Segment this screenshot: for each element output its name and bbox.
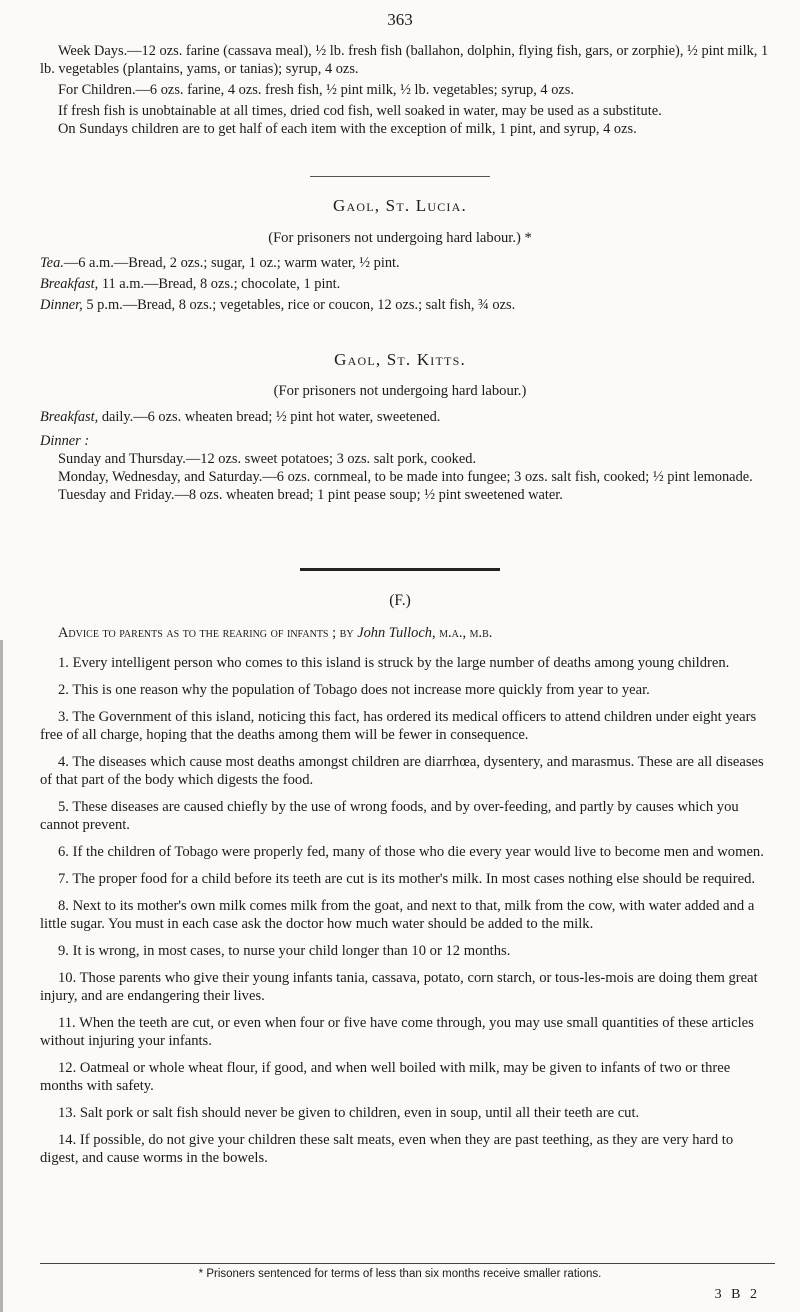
advice-item: 5. These diseases are caused chiefly by the use of wrong foods, and by over-feeding, and partly by causes which you cannot prevent. (40, 799, 739, 833)
advice-item: 14. If possible, do not give your children these salt meats, even when they are past teething, as they are very hard to digest, and cause worms in the bowels. (40, 1132, 734, 1166)
kitts-mon-wed-sat: Monday, Wednesday, and Saturday.—6 ozs. cornmeal, to be made into fungee; 3 ozs. salt fish, cooked; ½ pint lemonade. (58, 469, 753, 485)
advice-item: 10. Those parents who give their young infants tania, cassava, potato, corn starch, or tous-les-mois are doing them great injury, and are endangering their lives. (40, 970, 758, 1004)
advice-item: 13. Salt pork or salt fish should never be given to children, even in soup, until all their teeth are cut. (58, 1105, 640, 1121)
appendix-heading-line (40, 624, 775, 642)
st-lucia-dinner (40, 296, 775, 314)
diet-sundays: On Sundays children are to get half of each item with the exception of milk, 1 pint, and syrup, 4 ozs. (58, 121, 637, 137)
st-kitts-block (40, 408, 775, 504)
tea-text: —6 a.m.—Bread, 2 ozs.; sugar, 1 oz.; warm water, ½ pint. (63, 255, 400, 271)
tea-label: Tea. (40, 255, 64, 271)
diet-week-days: Week Days.—12 ozs. farine (cassava meal), ½ lb. fresh fish (ballahon, dolphin, flying fish, gars, or zorphie), ½ pint milk, 1 lb. vegetables (plantains, yams, or tanias); syrup, 4 ozs. (40, 43, 769, 77)
footnote-rule (40, 1263, 775, 1264)
diet-block (40, 42, 775, 138)
st-lucia-subtitle: (For prisoners not undergoing hard labour.) * (268, 230, 532, 246)
st-lucia-tea (40, 254, 775, 272)
dinner-text: 5 p.m.—Bread, 8 ozs.; vegetables, rice or coucon, 12 ozs.; salt fish, ¾ ozs. (82, 297, 516, 313)
kitts-dinner-label: Dinner : (40, 433, 90, 449)
advice-item: 3. The Government of this island, noticing this fact, has ordered its medical officers to attend children under eight years free of all charge, hoping that the deaths among them will be fewer in consequence. (40, 709, 757, 743)
appendix-heading-pre: Advice to parents as to the rearing of infants ; by (58, 625, 358, 641)
advice-item: 2. This is one reason why the population of Tobago does not increase more quickly from year to year. (58, 682, 650, 698)
kitts-sun-thu: Sunday and Thursday.—12 ozs. sweet potatoes; 3 ozs. salt pork, cooked. (58, 451, 477, 467)
st-kitts-title: Gaol, St. Kitts. (334, 350, 466, 369)
advice-item: 9. It is wrong, in most cases, to nurse your child longer than 10 or 12 months. (58, 943, 511, 959)
diet-substitute: If fresh fish is unobtainable at all times, dried cod fish, well soaked in water, may be used as a substitute. (58, 103, 662, 119)
diet-children: For Children.—6 ozs. farine, 4 ozs. fresh fish, ½ pint milk, ½ lb. vegetables; syrup, 4 ozs. (58, 82, 574, 98)
footnote: * Prisoners sentenced for terms of less than six months receive smaller rations. (198, 1268, 602, 1280)
page-edge-shadow (0, 640, 3, 1312)
signature-mark: 3 B 2 (714, 1287, 760, 1302)
dinner-label: Dinner, (40, 297, 83, 313)
st-kitts-breakfast (40, 408, 775, 426)
appendix-label: (F.) (389, 592, 411, 609)
appendix-heading (40, 624, 775, 642)
page-number: 363 (387, 10, 413, 29)
kitts-breakfast-label: Breakfast, (40, 409, 99, 425)
st-lucia-block (40, 254, 775, 314)
st-lucia-breakfast (40, 275, 775, 293)
breakfast-label: Breakfast, (40, 276, 99, 292)
section-rule (300, 568, 500, 571)
advice-list (40, 654, 775, 1167)
advice-item: 8. Next to its mother's own milk comes milk from the goat, and next to that, milk from the cow, with water added and a little sugar. You must in each case ask the doctor how much water should be added to the milk. (40, 898, 755, 932)
kitts-tue-fri: Tuesday and Friday.—8 ozs. wheaten bread; 1 pint pease soup; ½ pint sweetened water. (58, 487, 563, 503)
kitts-breakfast-text: daily.—6 ozs. wheaten bread; ½ pint hot water, sweetened. (98, 409, 441, 425)
advice-item: 7. The proper food for a child before its teeth are cut is its mother's milk. In most cases nothing else should be required. (58, 871, 756, 887)
advice-item: 1. Every intelligent person who comes to this island is struck by the large number of deaths among young children. (58, 655, 730, 671)
st-kitts-subtitle: (For prisoners not undergoing hard labour.) (273, 383, 527, 399)
appendix-credentials: , m.a., m.b. (431, 625, 493, 641)
short-rule (310, 176, 490, 177)
advice-item: 12. Oatmeal or whole wheat flour, if good, and when well boiled with milk, may be given to infants of two or three months with safety. (40, 1060, 731, 1094)
st-lucia-title: Gaol, St. Lucia. (333, 196, 467, 215)
advice-item: 11. When the teeth are cut, or even when four or five have come through, you may use small quantities of these articles without injuring your infants. (40, 1015, 754, 1049)
appendix-author: John Tulloch (357, 625, 432, 641)
advice-item: 4. The diseases which cause most deaths amongst children are diarrhœa, dysentery, and marasmus. These are all diseases of that part of the body which digests the food. (40, 754, 764, 788)
breakfast-text: 11 a.m.—Bread, 8 ozs.; chocolate, 1 pint. (98, 276, 341, 292)
advice-item: 6. If the children of Tobago were properly fed, many of those who die every year would live to become men and women. (58, 844, 764, 860)
